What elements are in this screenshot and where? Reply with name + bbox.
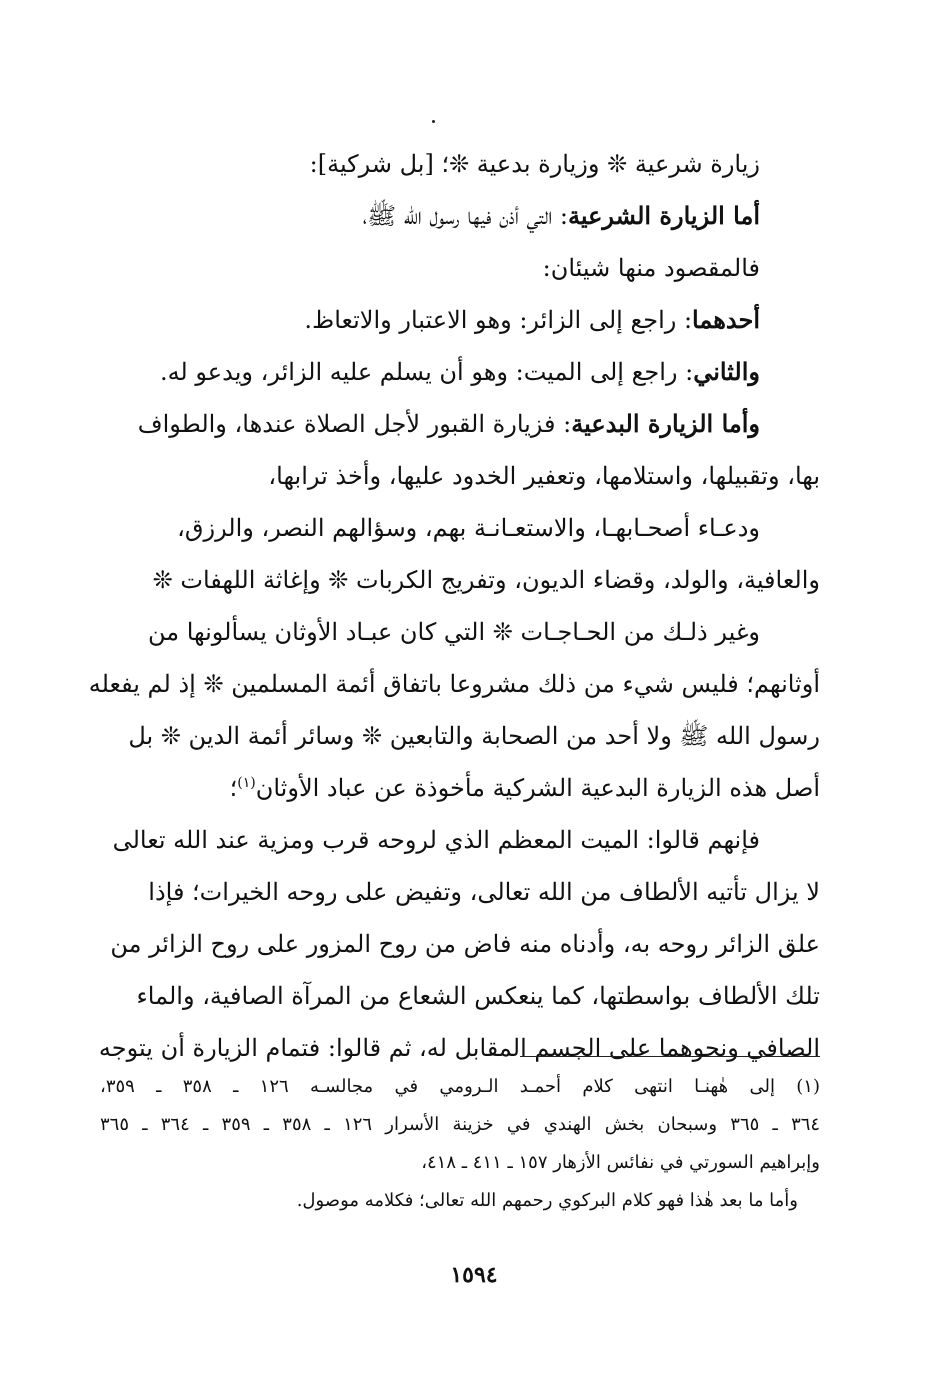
footnote-line: وإبراهيم السورتي في نفائس الأزهار ١٥٧ ـ ٤١١ ـ ٤١٨، [421, 1152, 820, 1173]
text-line [100, 866, 820, 918]
text-line-content: : التي أذن فيها رسول الله ﷺ، [362, 202, 568, 230]
text-line-content: الصافي ونحوهما على الجسم المقابل له، ثم قالوا: فتمام الزيارة أن يتوجه [98, 1034, 820, 1062]
main-text-block [88, 138, 820, 1074]
text-line [100, 606, 820, 658]
text-line [100, 242, 820, 294]
text-line-content: أوثانهم؛ فليس شيء من ذلك مشروعا باتفاق أئمة المسلمين ❊ إذ لم يفعله [88, 670, 820, 698]
text-line-content: ودعـاء أصحـابهـا، والاستعـانـة بهم، وسؤالهم النصر، والرزق، [177, 514, 760, 542]
text-line [100, 346, 820, 398]
text-line [100, 190, 820, 242]
text-line-content: رسول الله ﷺ ولا أحد من الصحابة والتابعين ❊ وسائر أئمة الدين ❊ بل [128, 722, 820, 750]
text-line-content: : فزيارة القبور لأجل الصلاة عندها، والطواف [137, 410, 572, 438]
footnote-line: ٣٦٤ ـ ٣٦٥ وسبحان بخش الهندي في خزينة الأسرار ١٢٦ ـ ٣٥٨ ـ ٣٥٩ ـ ٣٦٤ ـ ٣٦٥ [100, 1114, 821, 1135]
text-line-content: والعافية، والولد، وقضاء الديون، وتفريج الكربات ❊ وإغاثة اللهفات ❊ [152, 566, 820, 594]
text-line-content: أصل هذه الزيارة البدعية الشركية مأخوذة عن عباد الأوثان [255, 774, 820, 802]
footnote-line: (١) إلى هٰهنـا انتهى كلام أحمـد الـرومي في مجالسـه ١٢٦ ـ ٣٥٨ ـ ٣٥٩، [100, 1076, 820, 1097]
text-line-content: : راجع إلى الزائر: وهو الاعتبار والاتعاظ. [304, 306, 693, 334]
page-number: ١٥٩٤ [450, 1262, 498, 1288]
text-line-content: فإنهم قالوا: الميت المعظم الذي لروحه قرب ومزية عند الله تعالى [112, 826, 760, 854]
text-line [100, 554, 820, 606]
text-line [100, 970, 820, 1022]
text-line [100, 918, 820, 970]
text-line [88, 658, 820, 710]
text-line [100, 814, 820, 866]
text-line-content: فالمقصود منها شيئان: [542, 254, 760, 282]
text-line [100, 294, 820, 346]
text-line [100, 138, 820, 190]
heading-first: أحدهما [692, 305, 760, 334]
text-line-content: لا يزال تأتيه الألطاف من الله تعالى، وتفيض على روحه الخيرات؛ فإذا [148, 878, 820, 906]
footnotes-block [100, 1068, 820, 1220]
footnote-separator [520, 1056, 820, 1057]
footnote-line: وأما ما بعد هٰذا فهو كلام البركوي رحمهم الله تعالى؛ فكلامه موصول. [296, 1190, 798, 1211]
text-line-end: ؛ [229, 774, 238, 802]
heading-second: والثاني [693, 357, 760, 386]
heading-legal-visit: أما الزيارة الشرعية [568, 201, 760, 230]
text-line [100, 450, 820, 502]
text-line [100, 762, 820, 814]
text-line-content: علق الزائر روحه به، وأدناه منه فاض من روح المزور على روح الزائر من [110, 930, 820, 958]
text-line [100, 398, 820, 450]
heading-innovated-visit: وأما الزيارة البدعية [571, 409, 760, 438]
text-line [100, 1022, 820, 1074]
footnote-reference: (١) [237, 775, 256, 791]
text-line-content: وغير ذلـك من الحـاجـات ❊ التي كان عبـاد الأوثان يسألونها من [147, 618, 760, 646]
text-line-content: بها، وتقبيلها، واستلامها، وتعفير الخدود عليها، وأخذ ترابها، [268, 462, 820, 490]
text-line [100, 710, 820, 762]
ink-dot [432, 120, 435, 123]
text-line-content: تلك الألطاف بواسطتها، كما ينعكس الشعاع من المرآة الصافية، والماء [136, 982, 820, 1010]
text-line [100, 502, 820, 554]
text-line-content: : راجع إلى الميت: وهو أن يسلم عليه الزائر، ويدعو له. [159, 358, 694, 386]
text-line-content: زيارة شرعية ❊ وزيارة بدعية ❊؛ [بل شركية]: [309, 150, 760, 178]
